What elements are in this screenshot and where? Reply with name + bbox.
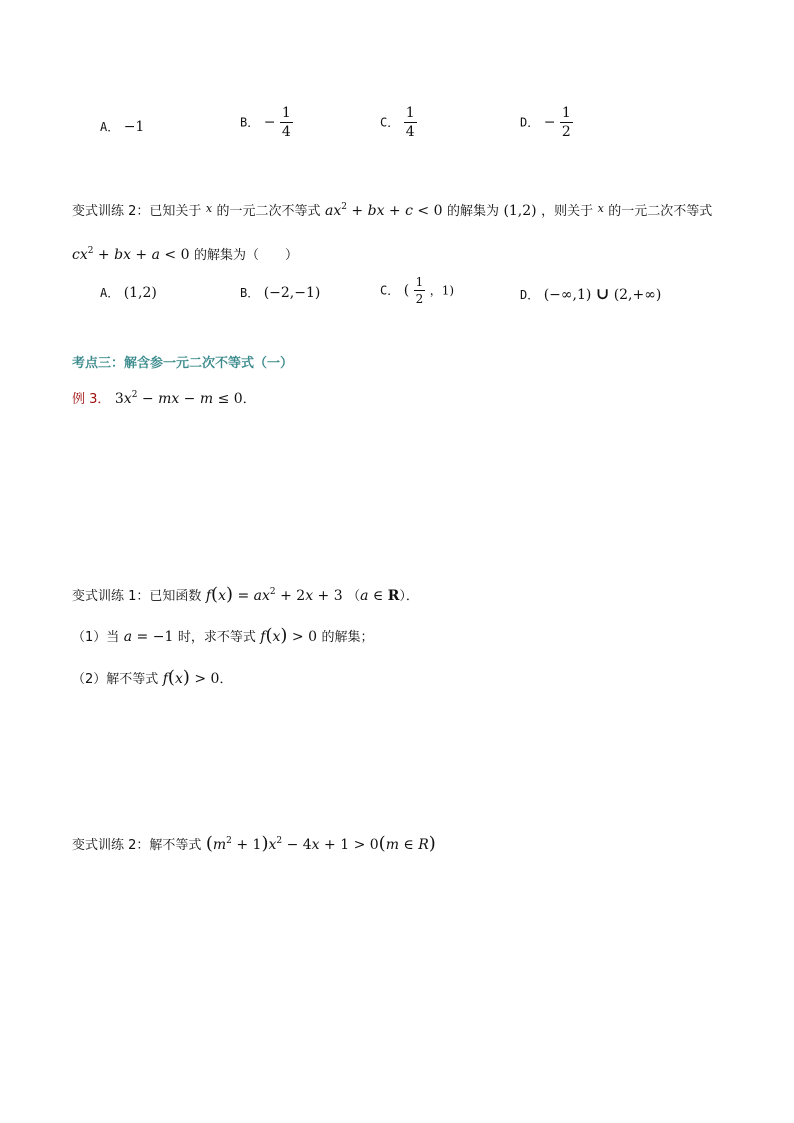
variant2-option-c-fraction: $\frac{1}{2}$ xyxy=(415,275,424,306)
section-heading: 考点三：解含参一元二次不等式（一） xyxy=(72,356,294,371)
option-b xyxy=(240,106,293,139)
option-c xyxy=(380,106,417,139)
option-b-fraction: $\frac{1}{4}$ xyxy=(281,105,291,140)
option-d-fraction: $\frac{1}{2}$ xyxy=(561,105,571,140)
variant-b1-part2: （2）解不等式 f(x) > 0． xyxy=(72,667,233,688)
variant2-line2: $cx^2$ + bx + a < 0 的解集为（ ） xyxy=(72,246,298,263)
option-d-label: D． xyxy=(520,115,540,130)
variant-b2-title: 变式训练 2：解不等式 $(m^2 + 1)x^2 - 4x + 1 > 0(m$ ∈ R) xyxy=(72,833,436,854)
inequality-2: $cx^2$ + bx + a < 0 xyxy=(72,246,190,263)
variant2-option-a: A． (1,2) xyxy=(100,285,157,301)
variant2-option-d: D． (−∞,1) ∪ (2,+∞) xyxy=(520,284,662,303)
solution-interval: (1,2) xyxy=(503,203,537,219)
inequality-1: $ax^2$ + bx + c < 0 xyxy=(325,202,443,219)
example-3: 例 3． $3x^2$ − mx − m ≤ 0． xyxy=(72,390,256,407)
option-c-label: C． xyxy=(380,115,400,130)
variant2-option-c: C． ( $\frac{1}{2}$ ，1) xyxy=(380,275,455,306)
option-d-sign: − xyxy=(543,114,556,131)
option-a-value: −1 xyxy=(123,119,145,135)
variant2-option-b: B． (−2,−1) xyxy=(240,285,321,301)
variant-b1-title: 变式训练 1：已知函数 $f(x) = ax^2 + 2x + 3$ （a ∈ R）． xyxy=(72,584,419,605)
option-c-fraction: $\frac{1}{4}$ xyxy=(405,105,415,140)
option-a xyxy=(100,118,144,135)
variant2-line1: 变式训练 2：已知关于 $^x$ 的一元二次不等式 $ax^2$ + bx + c < 0 的解集为 (1,2) ，则关于 $^x$ 的一元二次不等式 xyxy=(72,202,713,219)
example-label: 例 3． xyxy=(72,392,111,407)
option-b-sign: − xyxy=(263,114,276,131)
variant-b1-part1: （1）当 a = −1 时，求不等式 f(x) > 0 的解集； xyxy=(72,625,374,646)
option-a-label: A． xyxy=(100,120,120,134)
option-d xyxy=(520,106,573,139)
option-b-label: B． xyxy=(240,115,260,130)
